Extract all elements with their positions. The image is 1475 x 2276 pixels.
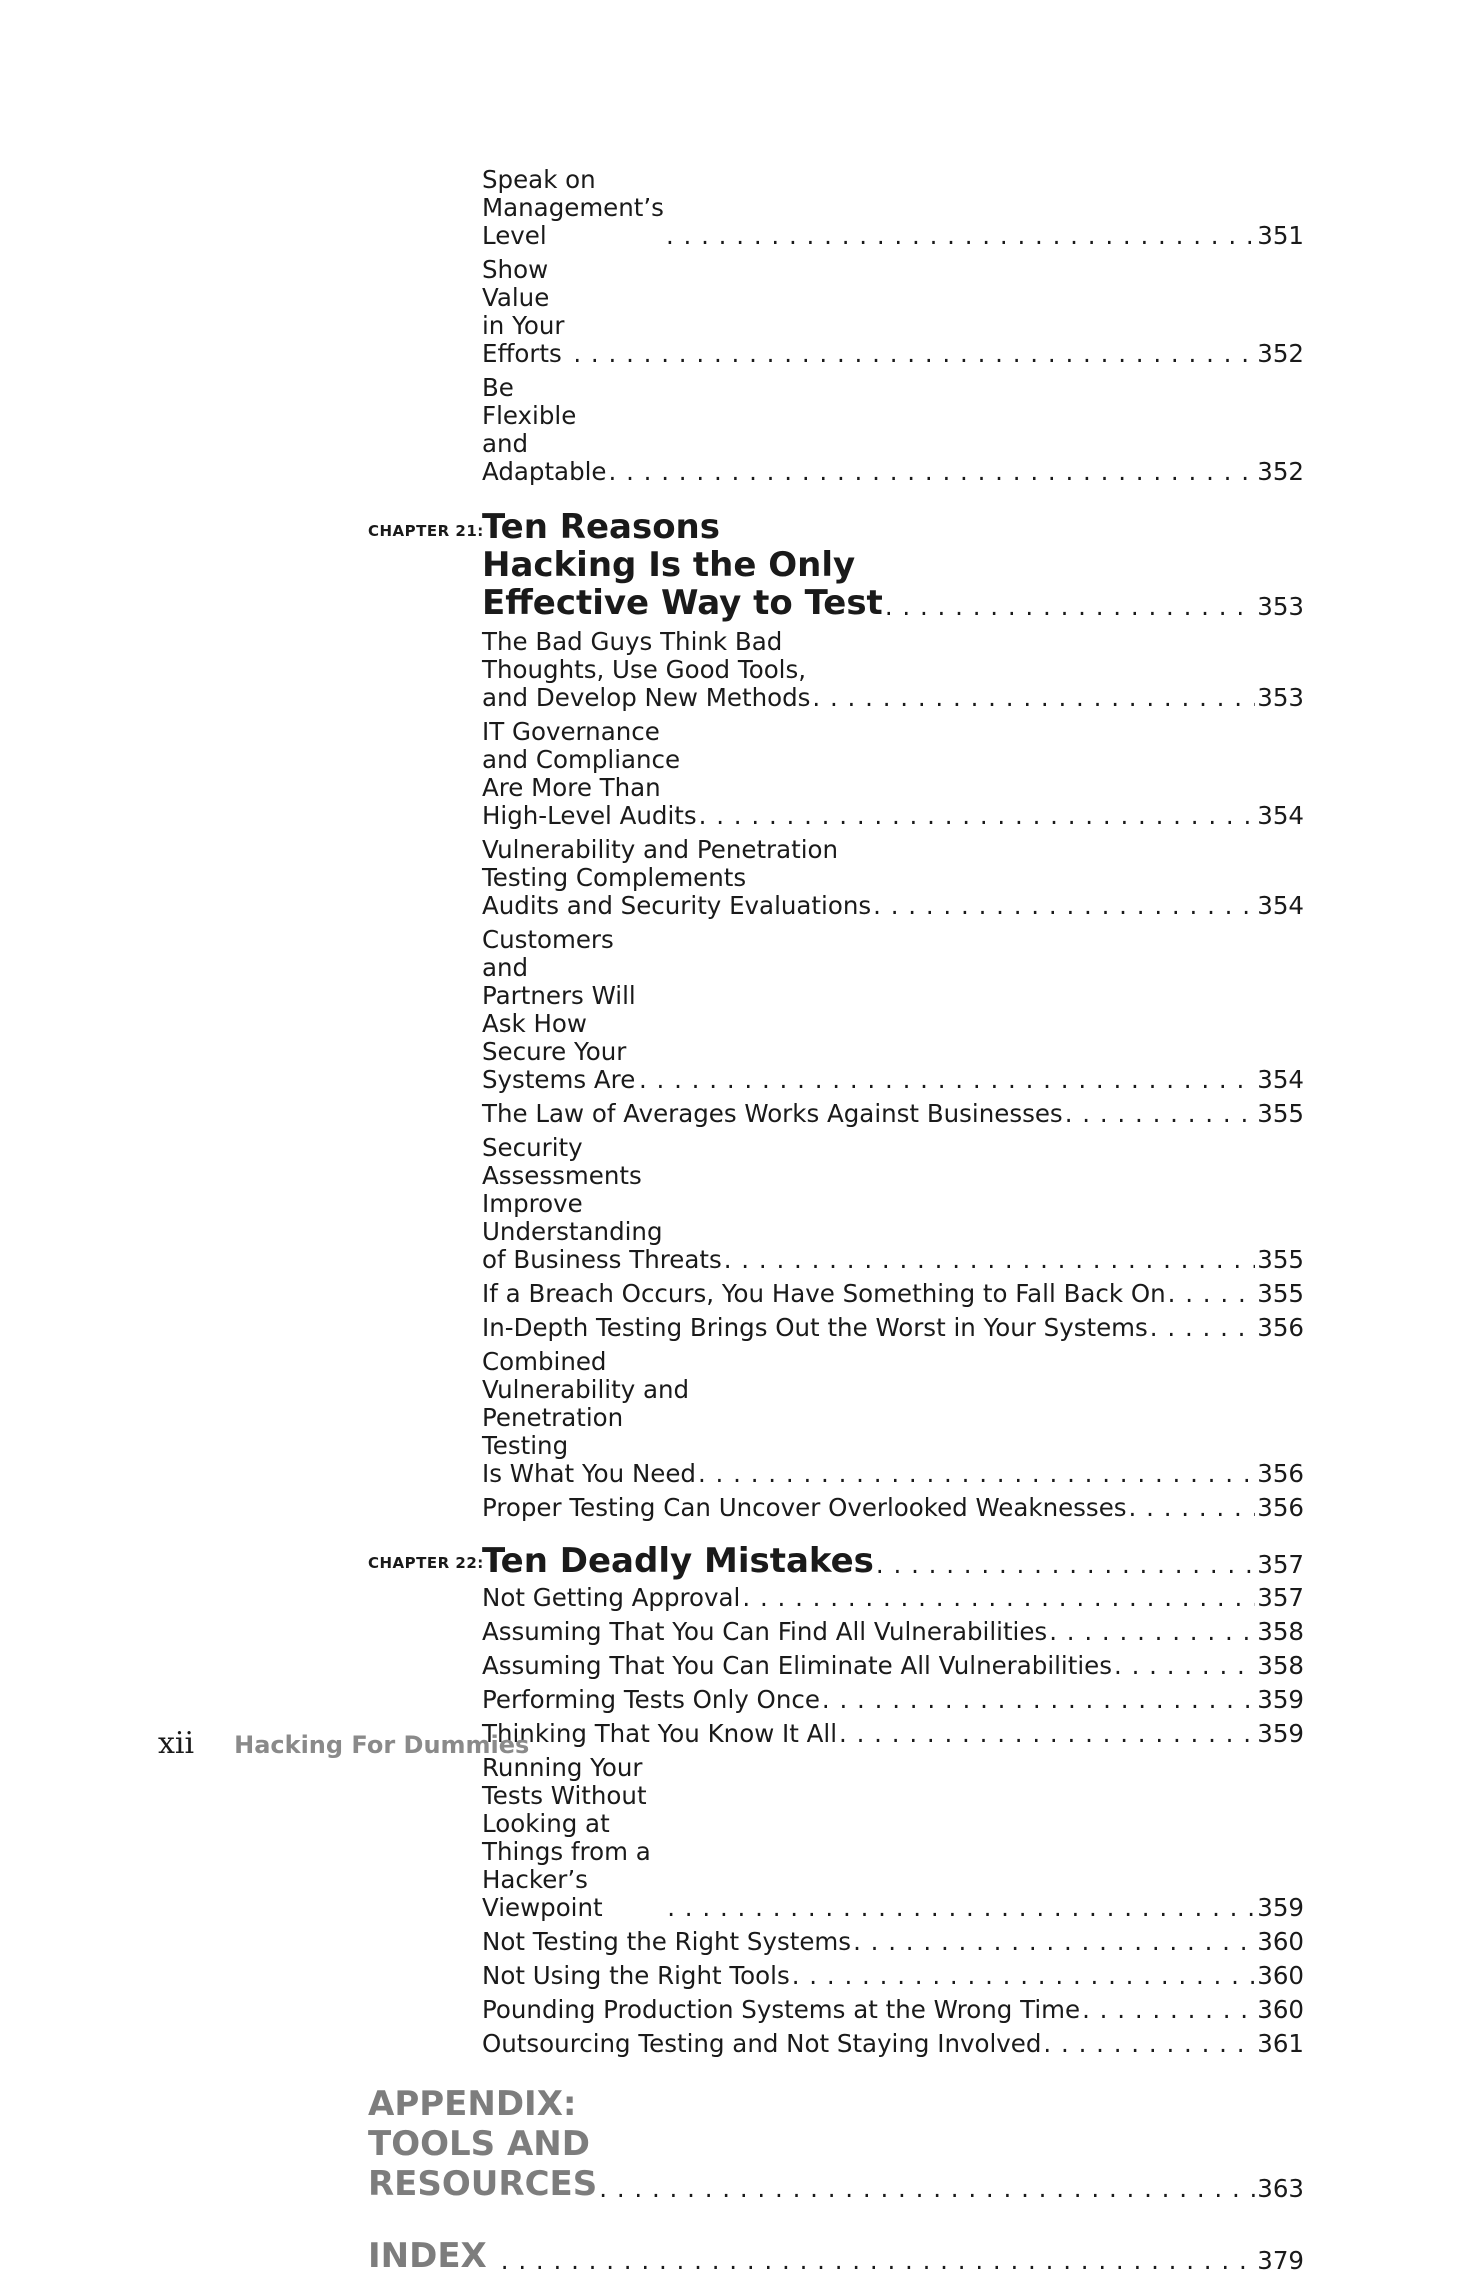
toc-entry[interactable] [482,1348,1304,1488]
toc-entry[interactable] [482,1100,1304,1128]
index-page: 379 [1257,2246,1304,2275]
toc-entry-page: 359 [1257,1685,1304,1714]
toc-entry-title [482,1100,1063,1128]
toc-entry-title-line1: Customers and Partners Will Ask How Secure Your [482,925,636,1066]
table-of-contents [368,166,1304,2276]
leader-dots [609,458,1256,486]
toc-entry[interactable] [482,166,1304,250]
toc-entry-title-line2: Not Using the Right Tools [482,1961,790,1990]
chapter22-entries [368,1584,1304,2058]
toc-entry-title [482,1686,820,1714]
leader-dots [1049,1618,1255,1646]
toc-entry-page: 352 [1257,457,1304,486]
toc-entry[interactable] [482,1134,1304,1274]
chapter-page: 357 [1257,1550,1304,1579]
toc-entry-title-line2: Not Getting Approval [482,1583,741,1612]
leader-dots [839,1720,1255,1748]
toc-entry-title [482,1584,740,1612]
toc-entry-page: 358 [1257,1651,1304,1680]
toc-entry[interactable] [482,1720,1304,1748]
leader-dots [724,1246,1256,1274]
toc-entry-title: Be Flexible and Adaptable [482,373,607,486]
toc-entry-page: 352 [1257,339,1304,368]
toc-entry-title-line2: If a Breach Occurs, You Have Something to Fall Back On [482,1279,1166,1308]
toc-entry-title-line2: Pounding Production Systems at the Wrong Time [482,1995,1081,2024]
leader-dots [573,340,1255,368]
toc-entry-page: 359 [1257,1719,1304,1748]
toc-entry[interactable] [482,1618,1304,1646]
leader-dots [742,1584,1255,1612]
toc-entry-title-line1: The Bad Guys Think Bad Thoughts, Use Good Tools, [482,627,807,684]
toc-entry[interactable] [482,256,1304,368]
toc-entry-title [482,718,697,830]
toc-entry[interactable] [482,718,1304,830]
chapter-title-line: Ten Deadly Mistakes [482,1541,874,1581]
leader-dots [667,1894,1255,1922]
toc-entry-title [482,926,637,1094]
toc-entry-title-line2: and Develop New Methods [482,683,811,712]
toc-entry-title [482,1754,665,1922]
toc-entry-page: 355 [1257,1279,1304,1308]
toc-entry-title-line2: High-Level Audits [482,801,697,830]
toc-entry-title-line2: Outsourcing Testing and Not Staying Involved [482,2029,1042,2058]
toc-entry-title [482,1314,1148,1342]
toc-entry-title: Show Value in Your Efforts [482,255,565,368]
leader-dots [853,1928,1255,1956]
toc-entry[interactable] [482,836,1304,920]
page-footer [158,1726,529,1761]
running-book-title: Hacking For Dummies [234,1731,530,1759]
leader-dots [885,592,1255,622]
chapter-heading[interactable] [368,507,1304,623]
leader-dots [1065,1100,1256,1128]
leader-dots [699,802,1256,830]
leader-dots [1043,2030,1255,2058]
chapter-page: 353 [1257,592,1304,621]
toc-entry[interactable] [482,1584,1304,1612]
toc-entry[interactable] [482,628,1304,712]
toc-entry-title [482,1134,722,1274]
toc-entry-page: 357 [1257,1583,1304,1612]
toc-entry-title [482,836,871,920]
leader-dots [599,2174,1255,2204]
toc-entry-page: 355 [1257,1245,1304,1274]
toc-entry-title [482,1962,790,1990]
toc-entry[interactable] [482,926,1304,1094]
chapter-heading[interactable] [368,1541,1304,1581]
toc-entry-title-line2: Systems Are [482,1065,636,1094]
leader-dots [812,684,1255,712]
toc-entry-title [482,628,810,712]
toc-entry-title-line2: of Business Threats [482,1245,722,1274]
appendix-title: APPENDIX: TOOLS AND RESOURCES [368,2084,598,2204]
toc-entry-page: 354 [1257,801,1304,830]
toc-entry-title-line2: Audits and Security Evaluations [482,891,872,920]
leader-dots [501,2246,1255,2276]
toc-entry-title-line2: The Law of Averages Works Against Businesses [482,1099,1063,1128]
toc-entry-title [482,2030,1041,2058]
folio-page-number: xii [158,1726,195,1761]
leader-dots [1150,1314,1255,1342]
toc-entry-title [482,1618,1047,1646]
toc-entry-title [482,1280,1166,1308]
leader-dots [639,1066,1255,1094]
toc-entry-page: 353 [1257,683,1304,712]
toc-entry-page: 355 [1257,1099,1304,1128]
toc-entry-title-line2: In-Depth Testing Brings Out the Worst in Your Systems [482,1313,1148,1342]
leader-dots [1168,1280,1256,1308]
toc-entry-page: 361 [1257,2029,1304,2058]
toc-entry-title-line2: Viewpoint [482,1893,603,1922]
toc-entry[interactable] [482,1314,1304,1342]
leader-dots [1129,1494,1256,1522]
chapter-label: CHAPTER 21: [368,522,484,540]
toc-entry[interactable] [482,1686,1304,1714]
toc-entry-title-line2: Assuming That You Can Find All Vulnerabilities [482,1617,1048,1646]
toc-entry-title-line2: Assuming That You Can Eliminate All Vulnerabilities [482,1651,1112,1680]
toc-entry-page: 356 [1257,1313,1304,1342]
toc-entry[interactable] [482,1280,1304,1308]
toc-entry-page: 358 [1257,1617,1304,1646]
toc-entry-title [482,1996,1080,2024]
chapter-title [482,1542,874,1580]
chapter-title-line2: Effective Way to Test [482,583,883,623]
toc-entry-page: 351 [1257,221,1304,250]
toc-entry-title-line1: IT Governance and Compliance Are More Than [482,717,681,802]
index-title: INDEX [368,2236,487,2276]
appendix-page: 363 [1257,2174,1304,2203]
toc-entry-title-line1: Vulnerability and Penetration Testing Complements [482,835,839,892]
chapter-title [482,508,883,622]
toc-entry[interactable] [482,374,1304,486]
toc-entry[interactable] [482,2030,1304,2058]
toc-entry-title: Speak on Management’s Level [482,165,664,250]
toc-entry-page: 356 [1257,1493,1304,1522]
toc-entry-page: 354 [1257,891,1304,920]
toc-entry-page: 360 [1257,1995,1304,2024]
toc-entry[interactable] [482,1652,1304,1680]
toc-entry-page: 359 [1257,1893,1304,1922]
appendix-entry[interactable] [368,2084,1304,2204]
toc-entry[interactable] [482,1494,1304,1522]
toc-entry-page: 356 [1257,1459,1304,1488]
chapter21-entries [368,628,1304,1522]
leader-dots [876,1550,1255,1580]
toc-entry-title-line2: Performing Tests Only Once [482,1685,820,1714]
index-entry[interactable] [368,2236,1304,2276]
leader-dots [792,1962,1256,1990]
toc-entry-title-line2: Is What You Need [482,1459,696,1488]
toc-entry-title-line2: Not Testing the Right Systems [482,1927,852,1956]
toc-entry-title-line1: Security Assessments Improve Understanding [482,1133,663,1246]
toc-entry[interactable] [482,1928,1304,1956]
toc-entry-page: 360 [1257,1927,1304,1956]
leader-dots [822,1686,1255,1714]
toc-entry-title-line2: Proper Testing Can Uncover Overlooked Weaknesses [482,1493,1127,1522]
toc-entry-title [482,1928,851,1956]
leader-dots [1082,1996,1255,2024]
toc-entry-title [482,1494,1127,1522]
leader-dots [698,1460,1255,1488]
toc-entry[interactable] [482,1996,1304,2024]
chapter-label: CHAPTER 22: [368,1554,484,1572]
toc-entry-title [482,1720,837,1748]
leader-dots [1114,1652,1255,1680]
leader-dots [666,222,1255,250]
toc-entry-title [482,1652,1112,1680]
toc-entry[interactable] [482,1962,1304,1990]
toc-entry-title-line2: Thinking That You Know It All [482,1719,838,1748]
toc-entry-title-line1: Combined Vulnerability and Penetration Testing [482,1347,690,1460]
toc-entry-title-line1: Running Your Tests Without Looking at Things from a Hacker’s [482,1753,651,1894]
toc-entry-page: 354 [1257,1065,1304,1094]
toc-entry[interactable] [482,1754,1304,1922]
toc-entry-page: 360 [1257,1961,1304,1990]
toc-entry-title [482,1348,696,1488]
chapter-title-line1: Ten Reasons Hacking Is the Only [482,507,856,585]
leader-dots [873,892,1255,920]
